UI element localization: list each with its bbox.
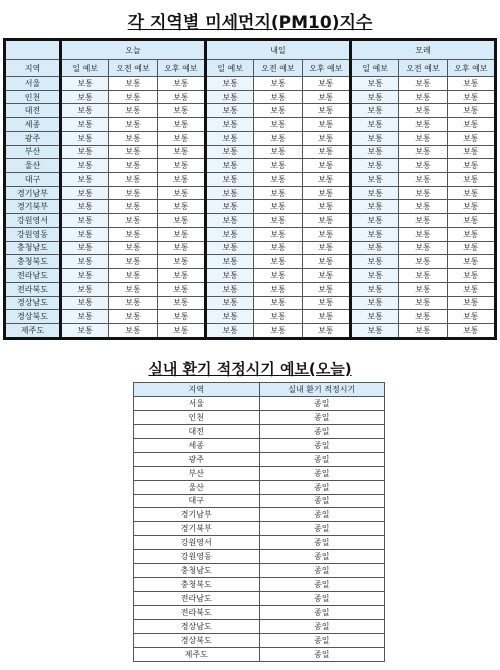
forecast-cell: 보통 bbox=[254, 77, 302, 91]
forecast-cell: 보통 bbox=[447, 90, 495, 104]
forecast-cell: 보통 bbox=[205, 145, 253, 159]
vent-row bbox=[134, 592, 385, 606]
forecast-cell: 보통 bbox=[205, 159, 253, 173]
forecast-cell: 보통 bbox=[254, 173, 302, 187]
forecast-cell: 보통 bbox=[350, 77, 398, 91]
region-cell: 전라북도 bbox=[5, 282, 61, 296]
forecast-cell: 보통 bbox=[254, 282, 302, 296]
forecast-cell: 보통 bbox=[205, 214, 253, 228]
forecast-cell: 보통 bbox=[302, 255, 350, 269]
forecast-cell: 보통 bbox=[399, 200, 447, 214]
forecast-cell: 보통 bbox=[205, 282, 253, 296]
forecast-cell: 보통 bbox=[205, 310, 253, 324]
forecast-cell: 보통 bbox=[109, 214, 157, 228]
vent-region-header: 지역 bbox=[134, 383, 260, 397]
forecast-cell: 보통 bbox=[205, 118, 253, 132]
subheader: 일 예보 bbox=[350, 60, 398, 77]
table-row bbox=[5, 104, 496, 118]
forecast-cell: 보통 bbox=[157, 186, 205, 200]
forecast-cell: 보통 bbox=[61, 323, 109, 338]
region-header: 지역 bbox=[5, 60, 61, 77]
vent-region-cell: 전라남도 bbox=[134, 592, 260, 606]
forecast-cell: 보통 bbox=[61, 214, 109, 228]
forecast-cell: 보통 bbox=[157, 296, 205, 310]
forecast-cell: 보통 bbox=[205, 77, 253, 91]
forecast-cell: 보통 bbox=[205, 255, 253, 269]
forecast-cell: 보통 bbox=[254, 214, 302, 228]
vent-time-cell: 종일 bbox=[259, 564, 385, 578]
forecast-cell: 보통 bbox=[205, 200, 253, 214]
forecast-cell: 보통 bbox=[350, 145, 398, 159]
forecast-cell: 보통 bbox=[205, 227, 253, 241]
table-row bbox=[5, 77, 496, 91]
forecast-cell: 보통 bbox=[157, 269, 205, 283]
region-header-blank bbox=[5, 40, 61, 60]
ventilation-table bbox=[133, 382, 385, 662]
table-row bbox=[5, 118, 496, 132]
forecast-cell: 보통 bbox=[302, 77, 350, 91]
forecast-cell: 보통 bbox=[109, 104, 157, 118]
forecast-cell: 보통 bbox=[447, 159, 495, 173]
forecast-cell: 보통 bbox=[61, 104, 109, 118]
forecast-cell: 보통 bbox=[350, 269, 398, 283]
table-row bbox=[5, 323, 496, 338]
region-cell: 인천 bbox=[5, 90, 61, 104]
region-cell: 제주도 bbox=[5, 323, 61, 338]
forecast-cell: 보통 bbox=[350, 296, 398, 310]
forecast-cell: 보통 bbox=[399, 214, 447, 228]
vent-region-cell: 경기북부 bbox=[134, 522, 260, 536]
forecast-cell: 보통 bbox=[254, 118, 302, 132]
region-cell: 광주 bbox=[5, 131, 61, 145]
vent-row bbox=[134, 606, 385, 620]
region-cell: 대전 bbox=[5, 104, 61, 118]
forecast-cell: 보통 bbox=[254, 241, 302, 255]
forecast-cell: 보통 bbox=[205, 186, 253, 200]
forecast-cell: 보통 bbox=[302, 241, 350, 255]
vent-region-cell: 제주도 bbox=[134, 647, 260, 661]
forecast-cell: 보통 bbox=[447, 173, 495, 187]
forecast-cell: 보통 bbox=[302, 214, 350, 228]
vent-time-cell: 종일 bbox=[259, 438, 385, 452]
forecast-cell: 보통 bbox=[205, 173, 253, 187]
vent-time-cell: 종일 bbox=[259, 424, 385, 438]
vent-row bbox=[134, 508, 385, 522]
forecast-cell: 보통 bbox=[109, 310, 157, 324]
forecast-cell: 보통 bbox=[302, 131, 350, 145]
forecast-cell: 보통 bbox=[399, 186, 447, 200]
forecast-cell: 보통 bbox=[61, 296, 109, 310]
forecast-cell: 보통 bbox=[302, 323, 350, 338]
forecast-cell: 보통 bbox=[302, 282, 350, 296]
forecast-cell: 보통 bbox=[399, 310, 447, 324]
region-cell: 충청남도 bbox=[5, 241, 61, 255]
vent-row bbox=[134, 466, 385, 480]
vent-row bbox=[134, 578, 385, 592]
region-cell: 전라남도 bbox=[5, 269, 61, 283]
forecast-cell: 보통 bbox=[350, 186, 398, 200]
forecast-cell: 보통 bbox=[447, 77, 495, 91]
forecast-cell: 보통 bbox=[61, 282, 109, 296]
forecast-cell: 보통 bbox=[61, 227, 109, 241]
forecast-cell: 보통 bbox=[302, 186, 350, 200]
forecast-cell: 보통 bbox=[399, 269, 447, 283]
vent-region-cell: 세종 bbox=[134, 438, 260, 452]
vent-row bbox=[134, 480, 385, 494]
vent-region-cell: 경상남도 bbox=[134, 619, 260, 633]
forecast-cell: 보통 bbox=[157, 282, 205, 296]
forecast-cell: 보통 bbox=[350, 227, 398, 241]
forecast-cell: 보통 bbox=[61, 145, 109, 159]
vent-region-cell: 대전 bbox=[134, 424, 260, 438]
forecast-cell: 보통 bbox=[254, 269, 302, 283]
subheader: 오후 예보 bbox=[447, 60, 495, 77]
table-row bbox=[5, 310, 496, 324]
forecast-cell: 보통 bbox=[399, 131, 447, 145]
forecast-cell: 보통 bbox=[447, 131, 495, 145]
forecast-cell: 보통 bbox=[350, 310, 398, 324]
vent-time-cell: 종일 bbox=[259, 522, 385, 536]
vent-time-cell: 종일 bbox=[259, 508, 385, 522]
vent-region-cell: 충청북도 bbox=[134, 578, 260, 592]
forecast-cell: 보통 bbox=[447, 118, 495, 132]
forecast-cell: 보통 bbox=[157, 131, 205, 145]
vent-row bbox=[134, 564, 385, 578]
forecast-cell: 보통 bbox=[447, 282, 495, 296]
vent-time-cell: 종일 bbox=[259, 592, 385, 606]
subheader: 오전 예보 bbox=[399, 60, 447, 77]
table-row bbox=[5, 255, 496, 269]
forecast-cell: 보통 bbox=[350, 118, 398, 132]
forecast-cell: 보통 bbox=[447, 296, 495, 310]
header-row-sub bbox=[5, 60, 496, 77]
forecast-cell: 보통 bbox=[447, 104, 495, 118]
vent-time-cell: 종일 bbox=[259, 647, 385, 661]
vent-row bbox=[134, 424, 385, 438]
region-cell: 강원영동 bbox=[5, 227, 61, 241]
forecast-cell: 보통 bbox=[109, 145, 157, 159]
vent-title: 실내 환기 적정시기 예보(오늘) bbox=[148, 360, 352, 378]
vent-time-cell: 종일 bbox=[259, 452, 385, 466]
vent-time-cell: 종일 bbox=[259, 396, 385, 410]
vent-row bbox=[134, 396, 385, 410]
vent-time-cell: 종일 bbox=[259, 494, 385, 508]
forecast-cell: 보통 bbox=[254, 310, 302, 324]
pm10-table bbox=[3, 38, 497, 340]
forecast-cell: 보통 bbox=[61, 186, 109, 200]
vent-region-cell: 서울 bbox=[134, 396, 260, 410]
forecast-cell: 보통 bbox=[447, 200, 495, 214]
forecast-cell: 보통 bbox=[447, 241, 495, 255]
forecast-cell: 보통 bbox=[350, 255, 398, 269]
vent-time-cell: 종일 bbox=[259, 619, 385, 633]
vent-time-cell: 종일 bbox=[259, 480, 385, 494]
forecast-cell: 보통 bbox=[157, 241, 205, 255]
table-row bbox=[5, 200, 496, 214]
forecast-cell: 보통 bbox=[399, 296, 447, 310]
forecast-cell: 보통 bbox=[205, 104, 253, 118]
vent-row bbox=[134, 550, 385, 564]
table-row bbox=[5, 282, 496, 296]
region-cell: 강원영서 bbox=[5, 214, 61, 228]
forecast-cell: 보통 bbox=[109, 90, 157, 104]
vent-row bbox=[134, 410, 385, 424]
forecast-cell: 보통 bbox=[254, 90, 302, 104]
forecast-cell: 보통 bbox=[302, 227, 350, 241]
forecast-cell: 보통 bbox=[350, 104, 398, 118]
vent-row bbox=[134, 452, 385, 466]
forecast-cell: 보통 bbox=[399, 227, 447, 241]
forecast-cell: 보통 bbox=[254, 227, 302, 241]
forecast-cell: 보통 bbox=[157, 214, 205, 228]
vent-region-cell: 전라북도 bbox=[134, 606, 260, 620]
forecast-cell: 보통 bbox=[157, 200, 205, 214]
forecast-cell: 보통 bbox=[254, 200, 302, 214]
forecast-cell: 보통 bbox=[61, 310, 109, 324]
forecast-cell: 보통 bbox=[61, 118, 109, 132]
table-row bbox=[5, 214, 496, 228]
region-cell: 대구 bbox=[5, 173, 61, 187]
vent-time-cell: 종일 bbox=[259, 466, 385, 480]
forecast-cell: 보통 bbox=[157, 145, 205, 159]
region-cell: 울산 bbox=[5, 159, 61, 173]
day-header: 모레 bbox=[350, 40, 495, 60]
vent-row bbox=[134, 647, 385, 661]
table-row bbox=[5, 90, 496, 104]
vent-region-cell: 인천 bbox=[134, 410, 260, 424]
vent-region-cell: 경기남부 bbox=[134, 508, 260, 522]
forecast-cell: 보통 bbox=[302, 145, 350, 159]
vent-region-cell: 울산 bbox=[134, 480, 260, 494]
forecast-cell: 보통 bbox=[447, 186, 495, 200]
vent-header-row bbox=[134, 383, 385, 397]
forecast-cell: 보통 bbox=[109, 269, 157, 283]
vent-row bbox=[134, 494, 385, 508]
table-row bbox=[5, 227, 496, 241]
forecast-cell: 보통 bbox=[157, 90, 205, 104]
forecast-cell: 보통 bbox=[447, 145, 495, 159]
forecast-cell: 보통 bbox=[109, 173, 157, 187]
forecast-cell: 보통 bbox=[350, 282, 398, 296]
forecast-cell: 보통 bbox=[157, 323, 205, 338]
forecast-cell: 보통 bbox=[302, 173, 350, 187]
forecast-cell: 보통 bbox=[254, 159, 302, 173]
forecast-cell: 보통 bbox=[399, 323, 447, 338]
forecast-cell: 보통 bbox=[399, 241, 447, 255]
forecast-cell: 보통 bbox=[399, 90, 447, 104]
region-cell: 부산 bbox=[5, 145, 61, 159]
vent-time-cell: 종일 bbox=[259, 633, 385, 647]
forecast-cell: 보통 bbox=[109, 77, 157, 91]
forecast-cell: 보통 bbox=[205, 241, 253, 255]
region-cell: 경상북도 bbox=[5, 310, 61, 324]
forecast-cell: 보통 bbox=[61, 159, 109, 173]
forecast-cell: 보통 bbox=[399, 104, 447, 118]
forecast-cell: 보통 bbox=[399, 145, 447, 159]
vent-time-cell: 종일 bbox=[259, 550, 385, 564]
vent-time-cell: 종일 bbox=[259, 536, 385, 550]
forecast-cell: 보통 bbox=[302, 269, 350, 283]
forecast-cell: 보통 bbox=[399, 173, 447, 187]
forecast-cell: 보통 bbox=[157, 310, 205, 324]
forecast-cell: 보통 bbox=[61, 90, 109, 104]
forecast-cell: 보통 bbox=[350, 173, 398, 187]
table-row bbox=[5, 173, 496, 187]
vent-row bbox=[134, 536, 385, 550]
vent-time-cell: 종일 bbox=[259, 410, 385, 424]
region-cell: 충청북도 bbox=[5, 255, 61, 269]
table-row bbox=[5, 269, 496, 283]
forecast-cell: 보통 bbox=[447, 310, 495, 324]
forecast-cell: 보통 bbox=[399, 282, 447, 296]
forecast-cell: 보통 bbox=[109, 200, 157, 214]
table-row bbox=[5, 296, 496, 310]
table-row bbox=[5, 145, 496, 159]
forecast-cell: 보통 bbox=[205, 269, 253, 283]
forecast-cell: 보통 bbox=[254, 104, 302, 118]
forecast-cell: 보통 bbox=[254, 296, 302, 310]
vent-region-cell: 부산 bbox=[134, 466, 260, 480]
forecast-cell: 보통 bbox=[302, 159, 350, 173]
forecast-cell: 보통 bbox=[109, 282, 157, 296]
vent-region-cell: 강원영동 bbox=[134, 550, 260, 564]
table-row bbox=[5, 159, 496, 173]
vent-region-cell: 대구 bbox=[134, 494, 260, 508]
subheader: 오전 예보 bbox=[109, 60, 157, 77]
table-row bbox=[5, 241, 496, 255]
forecast-cell: 보통 bbox=[399, 255, 447, 269]
forecast-cell: 보통 bbox=[61, 77, 109, 91]
forecast-cell: 보통 bbox=[350, 90, 398, 104]
forecast-cell: 보통 bbox=[447, 269, 495, 283]
subheader: 일 예보 bbox=[205, 60, 253, 77]
forecast-cell: 보통 bbox=[157, 118, 205, 132]
vent-time-header: 실내 환기 적정시기 bbox=[259, 383, 385, 397]
forecast-cell: 보통 bbox=[205, 90, 253, 104]
forecast-cell: 보통 bbox=[109, 255, 157, 269]
forecast-cell: 보통 bbox=[254, 186, 302, 200]
header-row-days bbox=[5, 40, 496, 60]
vent-time-cell: 종일 bbox=[259, 606, 385, 620]
subheader: 오전 예보 bbox=[254, 60, 302, 77]
forecast-cell: 보통 bbox=[61, 255, 109, 269]
forecast-cell: 보통 bbox=[109, 227, 157, 241]
forecast-cell: 보통 bbox=[350, 241, 398, 255]
forecast-cell: 보통 bbox=[61, 173, 109, 187]
subheader: 오후 예보 bbox=[302, 60, 350, 77]
forecast-cell: 보통 bbox=[157, 227, 205, 241]
region-cell: 세종 bbox=[5, 118, 61, 132]
forecast-cell: 보통 bbox=[109, 186, 157, 200]
day-header: 내일 bbox=[205, 40, 350, 60]
forecast-cell: 보통 bbox=[350, 159, 398, 173]
forecast-cell: 보통 bbox=[399, 118, 447, 132]
vent-time-cell: 종일 bbox=[259, 578, 385, 592]
forecast-cell: 보통 bbox=[205, 131, 253, 145]
forecast-cell: 보통 bbox=[109, 241, 157, 255]
forecast-cell: 보통 bbox=[302, 200, 350, 214]
forecast-cell: 보통 bbox=[157, 77, 205, 91]
forecast-cell: 보통 bbox=[447, 255, 495, 269]
vent-row bbox=[134, 633, 385, 647]
forecast-cell: 보통 bbox=[447, 214, 495, 228]
forecast-cell: 보통 bbox=[109, 296, 157, 310]
vent-row bbox=[134, 619, 385, 633]
pm-title: 각 지역별 미세먼지(PM10)지수 bbox=[127, 13, 373, 33]
forecast-cell: 보통 bbox=[157, 104, 205, 118]
subheader: 일 예보 bbox=[61, 60, 109, 77]
forecast-cell: 보통 bbox=[157, 159, 205, 173]
forecast-cell: 보통 bbox=[350, 200, 398, 214]
forecast-cell: 보통 bbox=[109, 159, 157, 173]
forecast-cell: 보통 bbox=[302, 90, 350, 104]
forecast-cell: 보통 bbox=[61, 200, 109, 214]
forecast-cell: 보통 bbox=[254, 131, 302, 145]
vent-region-cell: 광주 bbox=[134, 452, 260, 466]
forecast-cell: 보통 bbox=[302, 296, 350, 310]
region-cell: 경기북부 bbox=[5, 200, 61, 214]
forecast-cell: 보통 bbox=[61, 131, 109, 145]
forecast-cell: 보통 bbox=[109, 323, 157, 338]
forecast-cell: 보통 bbox=[399, 159, 447, 173]
forecast-cell: 보통 bbox=[447, 323, 495, 338]
forecast-cell: 보통 bbox=[350, 323, 398, 338]
forecast-cell: 보통 bbox=[302, 104, 350, 118]
table-row bbox=[5, 186, 496, 200]
forecast-cell: 보통 bbox=[157, 255, 205, 269]
forecast-cell: 보통 bbox=[205, 323, 253, 338]
vent-region-cell: 충청남도 bbox=[134, 564, 260, 578]
table-row bbox=[5, 131, 496, 145]
forecast-cell: 보통 bbox=[109, 118, 157, 132]
forecast-cell: 보통 bbox=[61, 269, 109, 283]
forecast-cell: 보통 bbox=[302, 118, 350, 132]
forecast-cell: 보통 bbox=[254, 145, 302, 159]
forecast-cell: 보통 bbox=[447, 227, 495, 241]
region-cell: 서울 bbox=[5, 77, 61, 91]
forecast-cell: 보통 bbox=[157, 173, 205, 187]
forecast-cell: 보통 bbox=[399, 77, 447, 91]
forecast-cell: 보통 bbox=[205, 296, 253, 310]
subheader: 오후 예보 bbox=[157, 60, 205, 77]
forecast-cell: 보통 bbox=[109, 131, 157, 145]
vent-row bbox=[134, 438, 385, 452]
forecast-cell: 보통 bbox=[254, 323, 302, 338]
forecast-cell: 보통 bbox=[61, 241, 109, 255]
vent-region-cell: 경상북도 bbox=[134, 633, 260, 647]
region-cell: 경기남부 bbox=[5, 186, 61, 200]
forecast-cell: 보통 bbox=[350, 131, 398, 145]
forecast-cell: 보통 bbox=[350, 214, 398, 228]
forecast-cell: 보통 bbox=[302, 310, 350, 324]
vent-row bbox=[134, 522, 385, 536]
forecast-cell: 보통 bbox=[254, 255, 302, 269]
day-header: 오늘 bbox=[61, 40, 206, 60]
region-cell: 경상남도 bbox=[5, 296, 61, 310]
vent-region-cell: 강원영서 bbox=[134, 536, 260, 550]
